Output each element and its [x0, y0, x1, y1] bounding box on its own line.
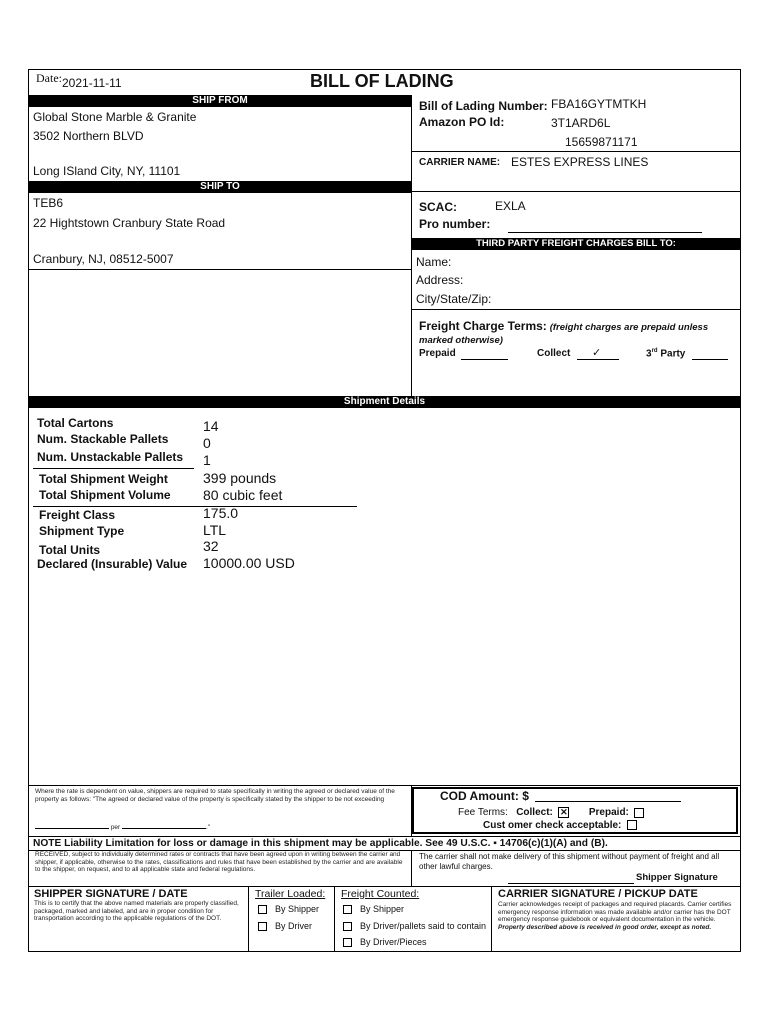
total-cartons-value: 14	[203, 418, 219, 434]
freight-terms-note: (freight charges are prepaid unless marked otherwise)	[419, 322, 709, 346]
stackable-pallets-label: Num. Stackable Pallets	[37, 432, 169, 446]
carrier-name-label: CARRIER NAME:	[419, 157, 501, 168]
received-divider	[411, 850, 412, 886]
shipper-signature-label: Shipper Signature	[636, 872, 718, 883]
third-label: 3	[646, 348, 652, 360]
fee-collect-label: Collect:	[516, 807, 553, 819]
amazon-po-value-2: 15659871171	[565, 135, 638, 149]
third-party-field[interactable]	[692, 359, 728, 360]
freight-counted-label: Freight Counted:	[341, 888, 420, 900]
declared-value-label: Declared (Insurable) Value	[37, 557, 188, 571]
carrier-ack-text: Carrier acknowledges receipt of packages and required placards. Carrier certifies emergency response information was made available and/or carrier has the DOT emergency response guidebook or equivalent documentation in the vehicle.	[498, 901, 732, 923]
unstackable-pallets-value: 1	[203, 452, 211, 468]
signature-top-line	[28, 886, 741, 887]
received-text: RECEIVED, subject to individually determined rates or contracts that have been agreed upon in writing between the carrier and shipper, if applicable, otherwise to the rates, classifications and rules that have been established by the carrier and are available to the shipper, on request, and to all applicable state and federal regulations.	[35, 851, 403, 873]
fc-by-driver-pallets-checkbox[interactable]	[343, 922, 352, 931]
shipment-details-header: Shipment Details	[29, 396, 740, 408]
trailer-by-driver-checkbox[interactable]	[258, 922, 267, 931]
customer-check-checkbox[interactable]	[627, 820, 637, 830]
third-party-name-label: Name:	[416, 255, 452, 269]
trailer-by-shipper-checkbox[interactable]	[258, 905, 267, 914]
fc-by-shipper-label: By Shipper	[360, 904, 405, 914]
freight-class-value: 175.0	[203, 505, 239, 521]
collect-field[interactable]	[577, 359, 619, 360]
fee-prepaid-checkbox[interactable]	[634, 808, 644, 818]
carrier-no-delivery: The carrier shall not make delivery of this shipment without payment of freight and all other lawful charges.	[419, 852, 720, 871]
total-volume-value: 80 cubic feet	[203, 487, 283, 503]
fee-terms-row	[458, 807, 644, 818]
shipper-signature-field[interactable]	[508, 883, 634, 884]
third-party-term	[646, 348, 685, 359]
amazon-po-value: 3T1ARD6L	[551, 116, 611, 130]
freight-terms-label: Freight Charge Terms:	[419, 319, 547, 333]
ship-to-name: TEB6	[33, 196, 64, 210]
date-value: 2021-11-11	[62, 76, 122, 90]
total-weight-value: 399 pounds	[203, 470, 277, 486]
frame-bottom	[28, 951, 741, 952]
rate-per-line: per ."	[35, 824, 405, 832]
fee-prepaid-label: Prepaid:	[588, 807, 629, 819]
ship-to-header: SHIP TO	[29, 181, 411, 193]
ship-to-bottom	[28, 269, 412, 270]
party-label: Party	[660, 348, 686, 360]
collect-check-icon: ✓	[592, 347, 602, 359]
trailer-by-driver[interactable]	[258, 921, 312, 931]
total-units-value: 32	[203, 538, 219, 554]
customer-check-label: Cust omer check acceptable:	[483, 820, 622, 831]
fee-terms-label: Fee Terms:	[458, 807, 508, 819]
unstackable-pallets-label: Num. Unstackable Pallets	[37, 450, 184, 464]
bol-number-label: Bill of Lading Number:	[419, 99, 548, 113]
third-party-address-label: Address:	[416, 273, 464, 287]
fc-by-shipper-checkbox[interactable]	[343, 905, 352, 914]
carrier-name-value: ESTES EXPRESS LINES	[511, 155, 649, 169]
carrier-bottom-line	[411, 191, 741, 192]
liability-note: NOTE Liability Limitation for loss or damage in this shipment may be applicable. See 49 U.S.C. ▪ 14706(c)(1)(A) and (B).	[33, 838, 608, 849]
carrier-sig-date-title: CARRIER SIGNATURE / PICKUP DATE	[498, 888, 698, 900]
declared-value-value: 10000.00 USD	[203, 555, 295, 571]
carrier-property-text: Property described above is received in good order, except as noted.	[498, 924, 712, 931]
note-top-line	[28, 836, 741, 837]
scac-value: EXLA	[495, 199, 526, 213]
fc-by-driver-pallets-label: By Driver/pallets said to contain	[360, 921, 487, 931]
third-party-bottom-line	[411, 309, 741, 310]
pro-number-field[interactable]	[508, 232, 702, 233]
frame-right	[740, 69, 741, 952]
prepaid-field[interactable]	[461, 359, 508, 360]
freight-class-label: Freight Class	[39, 508, 116, 522]
collect-label: Collect	[537, 348, 571, 359]
prepaid-label: Prepaid	[419, 348, 456, 359]
ship-from-name: Global Stone Marble & Granite	[33, 110, 197, 124]
fc-by-driver-pieces-checkbox[interactable]	[343, 938, 352, 947]
ship-to-street: 22 Hightstown Cranbury State Road	[33, 216, 226, 230]
shipment-type-value: LTL	[203, 522, 227, 538]
trailer-loaded-label: Trailer Loaded:	[255, 888, 326, 900]
frame-top	[28, 69, 741, 70]
divider-2	[33, 506, 357, 507]
date-label: Date:	[36, 71, 62, 85]
sig-divider-1	[248, 886, 249, 952]
third-party-csz-label: City/State/Zip:	[416, 292, 492, 306]
fc-by-driver-pallets[interactable]	[343, 921, 486, 931]
shipment-type-label: Shipment Type	[39, 524, 125, 538]
ship-from-header: SHIP FROM	[29, 95, 411, 107]
stackable-pallets-value: 0	[203, 435, 211, 451]
trailer-by-shipper-label: By Shipper	[275, 904, 320, 914]
scac-label: SCAC:	[419, 200, 457, 214]
bol-number-value: FBA16GYTMTKH	[551, 97, 647, 111]
cod-amount-field[interactable]	[535, 801, 681, 802]
third-sup: rd	[651, 348, 658, 354]
ship-from-street: 3502 Northern BLVD	[33, 129, 144, 143]
shipper-certify-text: This is to certify that the above named materials are properly classified, packaged, marked and labeled, and are in proper condition for transportation according to the applicable regulations of the DOT.	[34, 900, 239, 922]
divider-1	[33, 468, 194, 469]
trailer-by-driver-label: By Driver	[275, 921, 313, 931]
total-volume-label: Total Shipment Volume	[39, 488, 171, 502]
total-cartons-label: Total Cartons	[37, 416, 114, 430]
freight-terms	[419, 320, 737, 347]
trailer-by-shipper[interactable]	[258, 904, 319, 914]
frame-left	[28, 69, 29, 952]
fc-by-driver-pieces[interactable]	[343, 937, 427, 947]
fc-by-shipper[interactable]	[343, 904, 404, 914]
sig-divider-3	[491, 886, 492, 952]
total-weight-label: Total Shipment Weight	[39, 472, 168, 486]
fee-collect-checkbox[interactable]: ✕	[560, 807, 568, 817]
fc-by-driver-pieces-label: By Driver/Pieces	[360, 937, 427, 947]
rate-per-label: per	[110, 824, 121, 831]
third-party-header: THIRD PARTY FREIGHT CHARGES BILL TO:	[412, 238, 740, 250]
page-title: BILL OF LADING	[310, 71, 454, 91]
ship-to-city: Cranbury, NJ, 08512-5007	[33, 252, 174, 266]
ship-from-city: Long ISland City, NY, 11101	[33, 164, 181, 178]
cod-amount-label: COD Amount: $	[440, 789, 529, 803]
shipper-sig-date-title: SHIPPER SIGNATURE / DATE	[34, 888, 188, 900]
rate-text: Where the rate is dependent on value, shippers are required to state specifically in writing the agreed or declared value of the property as follows: "The agreed or declared value of the property is specifically stated by the shipper to be not exceeding	[35, 788, 395, 803]
amazon-po-label: Amazon PO Id:	[419, 115, 505, 129]
footer-top-line	[28, 785, 741, 786]
customer-check-row	[483, 820, 637, 831]
sig-divider-2	[334, 886, 335, 952]
total-units-label: Total Units	[39, 543, 101, 557]
pro-number-label: Pro number:	[419, 217, 491, 231]
po-bottom-line	[411, 151, 741, 152]
